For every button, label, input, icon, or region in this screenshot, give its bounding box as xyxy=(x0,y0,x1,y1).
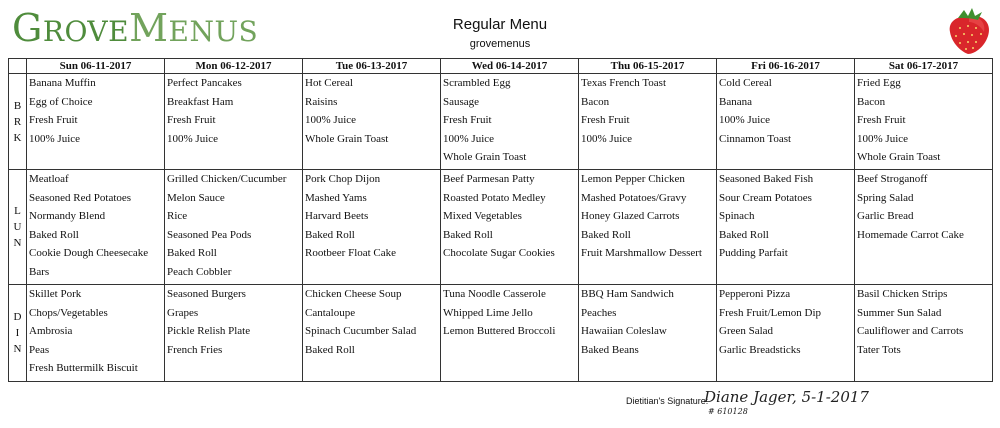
menu-item: Breakfast Ham xyxy=(167,95,234,108)
day-meal-cell xyxy=(441,170,579,285)
day-meal-cell xyxy=(855,74,993,170)
meal-label xyxy=(9,203,26,251)
menu-item: Garlic Breadsticks xyxy=(719,343,801,356)
menu-item: Bars xyxy=(29,265,50,278)
menu-item: Whipped Lime Jello xyxy=(443,306,533,319)
menu-item: Fresh Buttermilk Biscuit xyxy=(29,362,138,375)
menu-item: Spring Salad xyxy=(857,191,914,204)
corner-cell xyxy=(9,59,27,74)
meal-row xyxy=(9,74,993,170)
menu-item: Bacon xyxy=(857,95,886,108)
menu-item: French Fries xyxy=(167,343,223,356)
menu-item: Cold Cereal xyxy=(719,77,772,89)
logo-text-rove: ROVE xyxy=(42,15,130,48)
meal-label-cell xyxy=(9,170,27,285)
menu-item: Banana Muffin xyxy=(29,77,96,89)
day-meal-cell xyxy=(579,74,717,170)
column-header: Sun 06-11-2017 xyxy=(27,59,165,74)
column-header: Sat 06-17-2017 xyxy=(855,59,993,74)
meal-letter: I xyxy=(15,327,20,339)
menu-item: 100% Juice xyxy=(305,114,357,127)
logo-letter-m: M xyxy=(129,6,169,50)
menu-item: Lemon Pepper Chicken xyxy=(581,173,685,185)
menu-title: Regular Menu xyxy=(452,16,548,33)
day-meal-cell xyxy=(717,285,855,382)
meal-letter: R xyxy=(13,115,22,128)
menu-item: Baked Roll xyxy=(443,228,493,241)
signature-subscript: # 610128 xyxy=(708,407,748,416)
menu-item: Baked Beans xyxy=(581,343,639,356)
menu-item: Hot Cereal xyxy=(305,77,353,89)
menu-item: Meatloaf xyxy=(29,173,69,185)
menu-item: Mixed Vegetables xyxy=(443,210,522,223)
menu-item: Pickle Relish Plate xyxy=(167,325,251,338)
menu-item: Grapes xyxy=(167,306,199,319)
day-meal-cell xyxy=(579,170,717,285)
menu-item: Spinach Cucumber Salad xyxy=(305,325,417,338)
menu-item: Cookie Dough Cheesecake xyxy=(29,247,149,260)
logo-text-enus: ENUS xyxy=(168,15,259,48)
menu-item: Cinnamon Toast xyxy=(719,132,792,145)
menu-item: Fresh Fruit xyxy=(167,114,216,127)
day-meal-cell xyxy=(27,170,165,285)
meal-label-cell xyxy=(9,74,27,170)
menu-item: Baked Roll xyxy=(719,228,769,241)
menu-item: Fresh Fruit/Lemon Dip xyxy=(719,306,822,319)
day-meal-cell xyxy=(855,170,993,285)
menu-item: 100% Juice xyxy=(443,132,495,145)
meal-letter: D xyxy=(13,311,22,323)
menu-item: 100% Juice xyxy=(857,132,909,145)
menu-item: Fresh Fruit xyxy=(443,114,492,127)
menu-item: Baked Roll xyxy=(305,343,355,356)
menu-item: Baked Roll xyxy=(581,228,631,241)
menu-item: Lemon Buttered Broccoli xyxy=(443,325,556,338)
weekly-menu-table xyxy=(8,58,993,382)
meal-letter: N xyxy=(13,237,22,249)
menu-item: Grilled Chicken/Cucumber xyxy=(167,173,287,185)
menu-item: Sour Cream Potatoes xyxy=(719,191,812,204)
menu-item: 100% Juice xyxy=(719,114,771,127)
day-meal-cell xyxy=(165,74,303,170)
menu-item: Fried Egg xyxy=(857,77,901,89)
menu-item: Cantaloupe xyxy=(305,306,356,319)
menu-item: Seasoned Pea Pods xyxy=(167,228,252,241)
day-meal-cell xyxy=(579,285,717,382)
menu-item: Cauliflower and Carrots xyxy=(857,325,964,338)
menu-item: Whole Grain Toast xyxy=(443,151,527,164)
menu-item: Tater Tots xyxy=(857,343,901,356)
menu-item: Basil Chicken Strips xyxy=(857,288,948,300)
menu-item: Seasoned Baked Fish xyxy=(719,173,814,185)
menu-item: Baked Roll xyxy=(305,228,355,241)
menu-item: Fresh Fruit xyxy=(581,114,630,127)
menu-item: Peas xyxy=(29,343,50,356)
logo-letter-g: G xyxy=(12,6,43,50)
day-meal-cell xyxy=(441,74,579,170)
menu-item: Texas French Toast xyxy=(581,77,667,89)
menu-item: Baked Roll xyxy=(167,247,217,260)
menu-item: Fruit Marshmallow Dessert xyxy=(581,247,702,260)
menu-item: Fresh Fruit xyxy=(29,114,78,127)
day-meal-cell xyxy=(303,170,441,285)
menu-item: Summer Sun Salad xyxy=(857,306,942,319)
menu-item: Garlic Bread xyxy=(857,210,914,223)
menu-item: Harvard Beets xyxy=(305,210,369,223)
menu-item: Tuna Noodle Casserole xyxy=(443,288,546,300)
menu-item: Baked Roll xyxy=(29,228,79,241)
day-meal-cell xyxy=(27,74,165,170)
column-header: Wed 06-14-2017 xyxy=(441,59,579,74)
menu-item: Sausage xyxy=(443,95,480,108)
menu-item: Peach Cobbler xyxy=(167,265,232,278)
menu-item: Ambrosia xyxy=(29,325,73,338)
day-meal-cell xyxy=(303,285,441,382)
menu-header xyxy=(0,16,1000,50)
column-header: Mon 06-12-2017 xyxy=(165,59,303,74)
day-meal-cell xyxy=(855,285,993,382)
menu-item: Rootbeer Float Cake xyxy=(305,247,397,260)
menu-item: Green Salad xyxy=(719,325,774,338)
meal-row xyxy=(9,285,993,382)
menu-item: Banana xyxy=(719,95,752,108)
dietitian-signature xyxy=(626,390,886,422)
menu-item: Perfect Pancakes xyxy=(167,77,242,89)
day-meal-cell xyxy=(717,170,855,285)
menu-item: Whole Grain Toast xyxy=(857,151,941,164)
meal-label-cell xyxy=(9,285,27,382)
meal-letter: K xyxy=(13,131,22,144)
menu-item: Chops/Vegetables xyxy=(29,306,108,319)
menu-item: Pudding Parfait xyxy=(719,247,788,260)
meal-label xyxy=(9,309,26,357)
signature-label: Dietitian's Signature: xyxy=(626,396,709,406)
menu-item: Pork Chop Dijon xyxy=(305,173,381,185)
menu-item: 100% Juice xyxy=(29,132,81,145)
menu-item: Mashed Yams xyxy=(305,191,367,204)
menu-item: Seasoned Red Potatoes xyxy=(29,191,132,204)
menu-item: Beef Stroganoff xyxy=(857,173,928,185)
menu-item: Egg of Choice xyxy=(29,95,93,108)
menu-item: Hawaiian Coleslaw xyxy=(581,325,667,338)
column-header: Tue 06-13-2017 xyxy=(303,59,441,74)
menu-item: Roasted Potato Medley xyxy=(443,191,546,204)
menu-item: 100% Juice xyxy=(167,132,219,145)
menu-item: Chicken Cheese Soup xyxy=(305,288,402,300)
meal-letter: L xyxy=(14,205,21,217)
meal-letter: B xyxy=(13,99,22,112)
menu-item: Fresh Fruit xyxy=(857,114,906,127)
menu-item: Pepperoni Pizza xyxy=(719,288,791,300)
menu-item: Chocolate Sugar Cookies xyxy=(443,247,555,260)
day-meal-cell xyxy=(165,285,303,382)
column-header: Thu 06-15-2017 xyxy=(579,59,717,74)
day-meal-cell xyxy=(165,170,303,285)
menu-item: Normandy Blend xyxy=(29,210,106,223)
header-row xyxy=(9,59,993,74)
menu-item: Honey Glazed Carrots xyxy=(581,210,680,223)
day-meal-cell xyxy=(27,285,165,382)
menu-item: Skillet Pork xyxy=(29,288,82,300)
menu-item: Melon Sauce xyxy=(167,191,225,204)
menu-item: Seasoned Burgers xyxy=(167,288,246,300)
menu-subtitle: grovemenus xyxy=(469,38,531,50)
day-meal-cell xyxy=(441,285,579,382)
strawberry-icon xyxy=(944,4,994,56)
column-header: Fri 06-16-2017 xyxy=(717,59,855,74)
meal-letter: U xyxy=(13,221,22,233)
menu-item: Whole Grain Toast xyxy=(305,132,389,145)
meal-letter: N xyxy=(13,343,22,355)
menu-item: Scrambled Egg xyxy=(443,77,511,89)
menu-item: Peaches xyxy=(581,306,617,319)
signature-script: Diane Jager, 5-1-2017 xyxy=(704,388,869,406)
menu-item: BBQ Ham Sandwich xyxy=(581,288,674,300)
menu-item: Bacon xyxy=(581,95,610,108)
menu-item: Spinach xyxy=(719,210,755,223)
menu-item: Homemade Carrot Cake xyxy=(857,228,964,241)
menu-item: 100% Juice xyxy=(581,132,633,145)
day-meal-cell xyxy=(717,74,855,170)
day-meal-cell xyxy=(303,74,441,170)
menu-item: Rice xyxy=(167,210,188,223)
menu-item: Beef Parmesan Patty xyxy=(443,173,535,185)
menu-item: Raisins xyxy=(305,95,338,108)
meal-row xyxy=(9,170,993,285)
menu-item: Mashed Potatoes/Gravy xyxy=(581,191,687,204)
meal-label xyxy=(9,98,26,146)
